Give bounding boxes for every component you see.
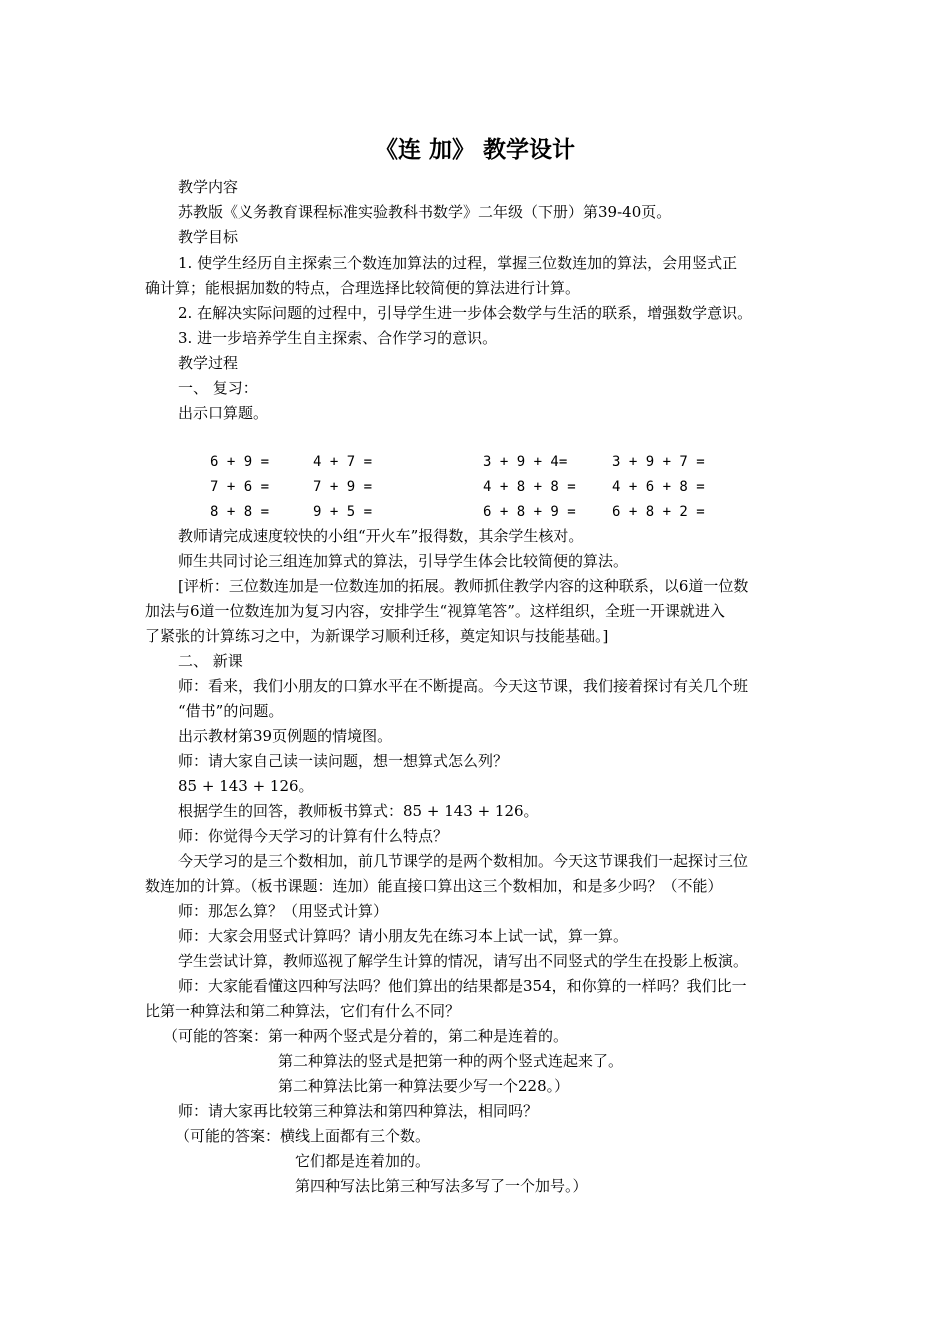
goal-3: 3. 进一步培养学生自主探索、合作学习的意识。 bbox=[178, 329, 498, 347]
answer-line: （可能的答案：第一种两个竖式是分着的，第二种是连着的。 bbox=[163, 1027, 569, 1045]
oral-problem: 7 + 9 = bbox=[313, 479, 373, 495]
paragraph: 师：大家能看懂这四种写法吗？他们算出的结果都是354，和你算的一样吗？我们比一 bbox=[178, 977, 747, 995]
page-title: 《连 加》 教学设计 bbox=[374, 137, 575, 163]
answer-line: 第四种写法比第三种写法多写了一个加号。） bbox=[295, 1177, 588, 1195]
paragraph: 师：那怎么算？（用竖式计算） bbox=[178, 902, 389, 920]
oral-problem: 7 + 6 = bbox=[210, 479, 270, 495]
oral-problem: 6 + 9 = bbox=[210, 454, 270, 470]
oral-problem: 4 + 8 + 8 = bbox=[483, 479, 576, 495]
oral-problem: 3 + 9 + 7 = bbox=[612, 454, 705, 470]
show-oral-problems: 出示口算题。 bbox=[178, 404, 269, 422]
goal-1-line-2: 确计算；能根据加数的特点，合理选择比较简便的算法进行计算。 bbox=[145, 279, 581, 297]
oral-problem: 9 + 5 = bbox=[313, 504, 373, 520]
oral-problem: 6 + 8 + 2 = bbox=[612, 504, 705, 520]
paragraph: 师：请大家再比较第三种算法和第四种算法，相同吗？ bbox=[178, 1102, 539, 1120]
comment-line-1: [评析：三位数连加是一位数连加的拓展。教师抓住教学内容的这种联系，以6道一位数 bbox=[178, 577, 749, 595]
paragraph: 师：请大家自己读一读问题，想一想算式怎么列？ bbox=[178, 752, 509, 770]
paragraph: 出示教材第39页例题的情境图。 bbox=[178, 727, 393, 745]
oral-problem: 8 + 8 = bbox=[210, 504, 270, 520]
paragraph: 学生尝试计算，教师巡视了解学生计算的情况，请写出不同竖式的学生在投影上板演。 bbox=[178, 952, 749, 970]
paragraph: 根据学生的回答，教师板书算式：85 + 143 + 126。 bbox=[178, 802, 539, 820]
paragraph: 师：你觉得今天学习的计算有什么特点？ bbox=[178, 827, 449, 845]
paragraph: 师：看来，我们小朋友的口算水平在不断提高。今天这节课，我们接着探讨有关几个班 bbox=[178, 677, 749, 695]
section-heading-process: 教学过程 bbox=[178, 354, 239, 372]
comment-line-2: 加法与6道一位数连加为复习内容，安排学生“视算笔答”。这样组织，全班一开课就进入 bbox=[145, 602, 725, 620]
comment-line-3: 了紧张的计算练习之中，为新课学习顺利迁移，奠定知识与技能基础。] bbox=[145, 627, 609, 645]
oral-problem: 3 + 9 + 4= bbox=[483, 454, 568, 470]
paragraph: 师生共同讨论三组连加算式的算法，引导学生体会比较简便的算法。 bbox=[178, 552, 629, 570]
section-heading-goals: 教学目标 bbox=[178, 228, 239, 246]
paragraph: 今天学习的是三个数相加，前几节课学的是两个数相加。今天这节课我们一起探讨三位 bbox=[178, 852, 749, 870]
content-text: 苏教版《义务教育课程标准实验教科书数学》二年级（下册）第39-40页。 bbox=[178, 203, 672, 221]
oral-problem: 4 + 7 = bbox=[313, 454, 373, 470]
oral-problem: 6 + 8 + 9 = bbox=[483, 504, 576, 520]
paragraph: 教师请完成速度较快的小组“开火车”报得数，其余学生核对。 bbox=[178, 527, 584, 545]
paragraph: 师：大家会用竖式计算吗？请小朋友先在练习本上试一试，算一算。 bbox=[178, 927, 629, 945]
answer-line: 第二种算法比第一种算法要少写一个228。） bbox=[278, 1077, 570, 1095]
goal-2: 2. 在解决实际问题的过程中，引导学生进一步体会数学与生活的联系，增强数学意识。 bbox=[178, 304, 753, 322]
oral-problem: 4 + 6 + 8 = bbox=[612, 479, 705, 495]
goal-1-line-1: 1. 使学生经历自主探索三个数连加算法的过程，掌握三位数连加的算法，会用竖式正 bbox=[178, 254, 738, 272]
section-heading-content: 教学内容 bbox=[178, 178, 239, 196]
answer-line: （可能的答案：横线上面都有三个数。 bbox=[175, 1127, 431, 1145]
review-heading: 一、 复习： bbox=[178, 379, 258, 397]
answer-line: 它们都是连着加的。 bbox=[295, 1152, 431, 1170]
paragraph: 数连加的计算。（板书课题：连加）能直接口算出这三个数相加，和是多少吗？（不能） bbox=[145, 877, 723, 895]
paragraph: 比第一种算法和第二种算法，它们有什么不同？ bbox=[145, 1002, 461, 1020]
paragraph: “借书”的问题。 bbox=[178, 702, 284, 720]
new-lesson-heading: 二、 新课 bbox=[178, 652, 243, 670]
formula: 85 + 143 + 126。 bbox=[178, 777, 314, 795]
answer-line: 第二种算法的竖式是把第一种的两个竖式连起来了。 bbox=[278, 1052, 624, 1070]
